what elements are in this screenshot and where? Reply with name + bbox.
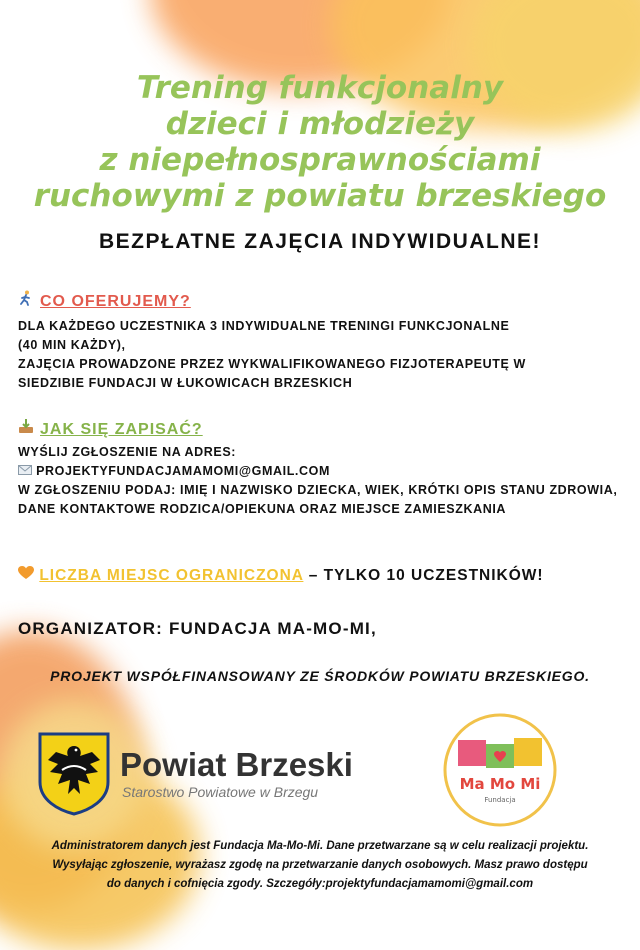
footer-line: Administratorem danych jest Fundacja Ma-Mo-Mi. Dane przetwarzane są w celu realizacji projektu. [51, 840, 589, 852]
limit-highlight: LICZBA MIEJSC OGRANICZONA [39, 567, 304, 584]
title-line: Trening funkcjonalny [136, 70, 504, 106]
signup-heading [18, 418, 203, 439]
powiat-logo-name: Powiat Brzeski [120, 746, 353, 783]
footer-line: Wysyłając zgłoszenie, wyrażasz zgodę na przetwarzanie danych osobowych. Masz prawo dostępu [52, 859, 588, 871]
signup-details [18, 443, 628, 519]
offer-heading [18, 290, 191, 311]
limit-notice [18, 566, 544, 585]
offer-line: ZAJĘCIA PROWADZONE PRZEZ WYKWALIFIKOWANEGO FIZJOTERAPEUTĘ W [18, 357, 526, 371]
mamomi-logo-sub: Fundacja [484, 796, 516, 804]
signup-heading-text: JAK SIĘ ZAPISAĆ? [40, 421, 203, 438]
footer-line: do danych i cofnięcia zgody. Szczegóły:projektyfundacjamamomi@gmail.com [106, 878, 534, 890]
powiat-brzeski-logo [38, 732, 368, 818]
organizer: ORGANIZATOR: FUNDACJA MA-MO-MI, [18, 619, 377, 638]
gdpr-footer [0, 837, 640, 894]
signup-email-line [18, 462, 628, 481]
limit-rest: – TYLKO 10 UCZESTNIKÓW! [303, 567, 544, 584]
title-line: z niepełnosprawnościami [99, 142, 541, 178]
offer-line: DLA KAŻDEGO UCZESTNIKA 3 INDYWIDUALNE TRENINGI FUNKCJONALNE [18, 319, 510, 333]
orange-heart-icon [18, 567, 39, 584]
person-running-icon [18, 290, 36, 311]
eagle-coat-of-arms-icon [38, 732, 110, 816]
title-line: ruchowymi z powiatu brzeskiego [33, 178, 607, 214]
title-line: dzieci i młodzieży [165, 106, 475, 142]
subtitle: BEZPŁATNE ZAJĘCIA INDYWIDUALNE! [99, 230, 541, 253]
funding-note: PROJEKT WSPÓŁFINANSOWANY ZE ŚRODKÓW POWIATU BRZESKIEGO. [50, 668, 590, 684]
mamomi-logo-name: Ma Mo Mi [459, 775, 541, 793]
fundacja-mamomi-logo [442, 712, 558, 828]
offer-heading-text: CO OFERUJEMY? [40, 293, 191, 310]
signup-requirements: W ZGŁOSZENIU PODAJ: IMIĘ I NAZWISKO DZIECKA, WIEK, KRÓTKI OPIS STANU ZDROWIA, DANE KONTAKTOWE RODZICA/OPIEKUNA ORAZ MIEJSCE ZAMIESZKANIA [18, 483, 618, 516]
offer-details [18, 317, 628, 393]
signup-email[interactable]: PROJEKTYFUNDACJAMAMOMI@GMAIL.COM [36, 464, 330, 478]
poster-title [0, 70, 640, 214]
inbox-tray-icon [18, 418, 36, 439]
offer-line: (40 MIN KAŻDY), [18, 338, 126, 352]
powiat-logo-sub: Starostwo Powiatowe w Brzegu [122, 784, 319, 800]
envelope-icon [18, 464, 36, 478]
offer-line: SIEDZIBIE FUNDACJI W ŁUKOWICACH BRZESKICH [18, 376, 353, 390]
signup-send-line: WYŚLIJ ZGŁOSZENIE NA ADRES: [18, 445, 237, 459]
